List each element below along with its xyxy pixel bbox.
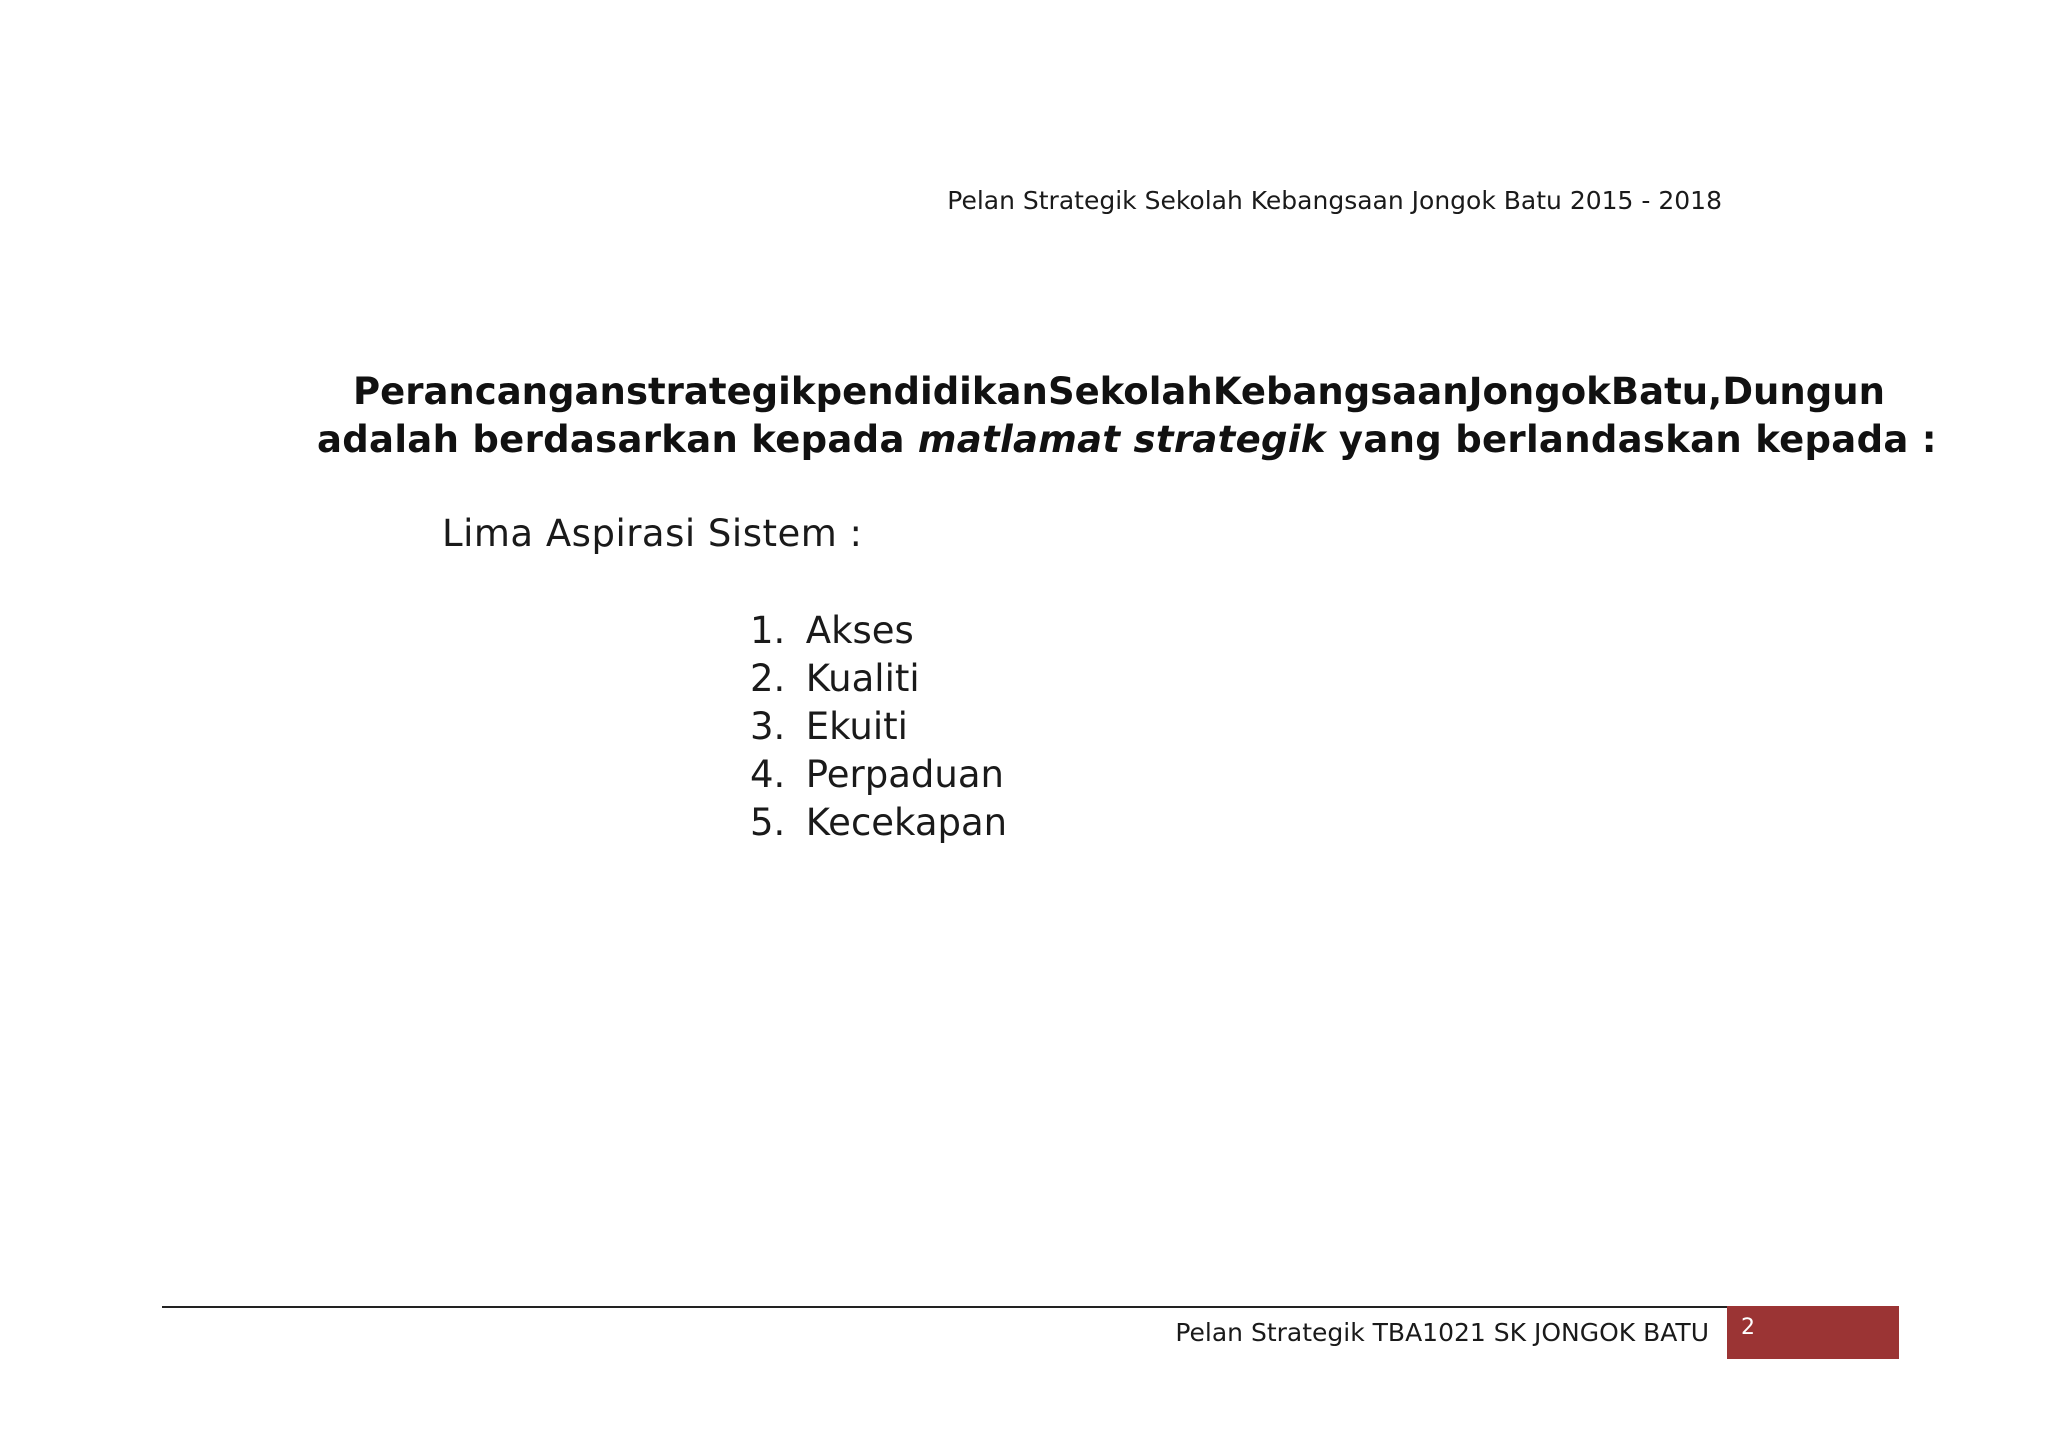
page-number-box [1727, 1306, 1899, 1359]
list-item [750, 655, 1007, 703]
intro-word: Sekolah [1047, 370, 1213, 413]
intro-word: Batu, [1610, 370, 1723, 413]
list-item [750, 703, 1007, 751]
intro-word: Dungun [1722, 370, 1885, 413]
list-item-label: Kecekapan [805, 801, 1008, 844]
list-item-label: Ekuiti [805, 705, 908, 748]
list-item-label: Kualiti [805, 657, 920, 700]
intro-line-2-start: adalah berdasarkan kepada [317, 418, 918, 461]
list-item-number: 1. [750, 609, 786, 652]
intro-word: Kebangsaan [1212, 370, 1469, 413]
list-item [750, 751, 1007, 799]
intro-word: Jongok [1468, 370, 1611, 413]
list-item-number: 3. [750, 705, 786, 748]
list-item-number: 4. [750, 753, 786, 796]
intro-line-1 [317, 368, 1885, 416]
page-number: 2 [1741, 1315, 1755, 1340]
intro-line-2 [317, 416, 1937, 464]
intro-emphasis: matlamat strategik [917, 418, 1326, 461]
intro-word: pendidikan [815, 370, 1048, 413]
aspirations-heading: Lima Aspirasi Sistem : [442, 512, 863, 555]
footer-title: Pelan Strategik TBA1021 SK JONGOK BATU [1175, 1318, 1709, 1347]
list-item [750, 799, 1007, 847]
list-item [750, 607, 1007, 655]
list-item-label: Perpaduan [805, 753, 1004, 796]
intro-line-2-end: yang berlandaskan kepada : [1325, 418, 1937, 461]
list-item-label: Akses [805, 609, 914, 652]
list-item-number: 5. [750, 801, 786, 844]
list-item-number: 2. [750, 657, 786, 700]
aspirations-list [750, 607, 1007, 847]
intro-paragraph [317, 368, 1937, 464]
intro-word: Perancangan [353, 370, 626, 413]
footer-divider [162, 1306, 1727, 1308]
page-header-title: Pelan Strategik Sekolah Kebangsaan Jongok Batu 2015 - 2018 [947, 186, 1722, 215]
intro-word: strategik [625, 370, 816, 413]
